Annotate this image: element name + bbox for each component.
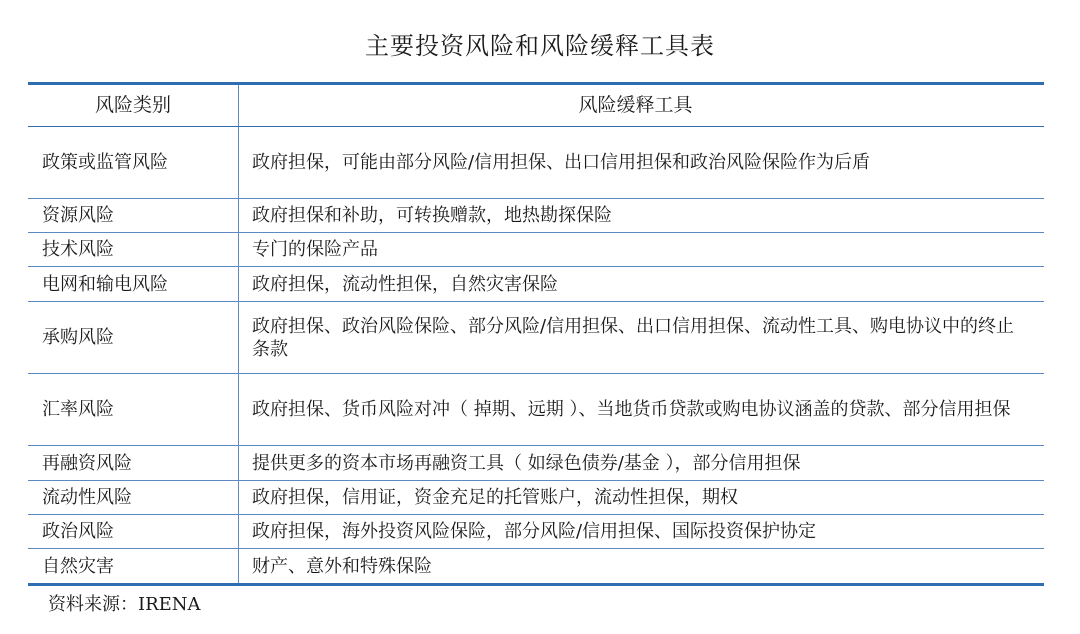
mitigation-tools-cell: 政府担保，信用证，资金充足的托管账户，流动性担保，期权 bbox=[252, 487, 738, 508]
source-note: 资料来源：IRENA bbox=[48, 594, 201, 615]
table-row bbox=[28, 549, 1044, 583]
risk-category-cell: 电网和输电风险 bbox=[28, 267, 239, 301]
table-row bbox=[28, 233, 1044, 267]
risk-category-cell: 政策或监管风险 bbox=[28, 127, 239, 198]
mitigation-tools-cell: 专门的保险产品 bbox=[252, 239, 378, 260]
table-row bbox=[28, 515, 1044, 549]
risk-category-cell: 资源风险 bbox=[28, 199, 239, 232]
risk-category-cell: 流动性风险 bbox=[28, 481, 239, 514]
risk-category-cell: 政治风险 bbox=[28, 515, 239, 548]
table-row bbox=[28, 199, 1044, 233]
table-row bbox=[28, 267, 1044, 302]
risk-category-cell: 自然灾害 bbox=[28, 549, 239, 583]
table-header-row bbox=[28, 85, 1044, 127]
risk-category-cell: 承购风险 bbox=[28, 302, 239, 373]
table-row bbox=[28, 127, 1044, 199]
mitigation-tools-cell: 提供更多的资本市场再融资工具（ 如绿色债券/基金 ），部分信用担保 bbox=[252, 452, 801, 474]
table-title: 主要投资风险和风险缓释工具表 bbox=[365, 32, 715, 60]
table-row bbox=[28, 302, 1044, 374]
risk-mitigation-table bbox=[28, 82, 1044, 586]
mitigation-tools-cell: 政府担保、货币风险对冲（ 掉期、远期 ）、当地货币贷款或购电协议涵盖的贷款、部分信用担保 bbox=[252, 399, 1011, 420]
table-row bbox=[28, 446, 1044, 481]
mitigation-tools-cell: 财产、意外和特殊保险 bbox=[252, 555, 432, 577]
risk-category-cell: 技术风险 bbox=[28, 233, 239, 266]
header-mitigation-tools: 风险缓释工具 bbox=[578, 94, 693, 116]
mitigation-tools-cell: 政府担保，可能由部分风险/信用担保、出口信用担保和政治风险保险作为后盾 bbox=[252, 152, 871, 173]
mitigation-tools-cell: 政府担保，海外投资风险保险，部分风险/信用担保、国际投资保护协定 bbox=[252, 521, 817, 542]
risk-category-cell: 汇率风险 bbox=[28, 374, 239, 445]
mitigation-tools-cell: 政府担保和补助，可转换赠款，地热勘探保险 bbox=[252, 205, 612, 226]
mitigation-tools-cell: 政府担保、政治风险保险、部分风险/信用担保、出口信用担保、流动性工具、购电协议中的终止条款 bbox=[252, 315, 1015, 360]
table-row bbox=[28, 481, 1044, 515]
mitigation-tools-cell: 政府担保，流动性担保，自然灾害保险 bbox=[252, 273, 558, 295]
risk-category-cell: 再融资风险 bbox=[28, 446, 239, 480]
header-risk-category: 风险类别 bbox=[28, 85, 239, 126]
table-row bbox=[28, 374, 1044, 446]
